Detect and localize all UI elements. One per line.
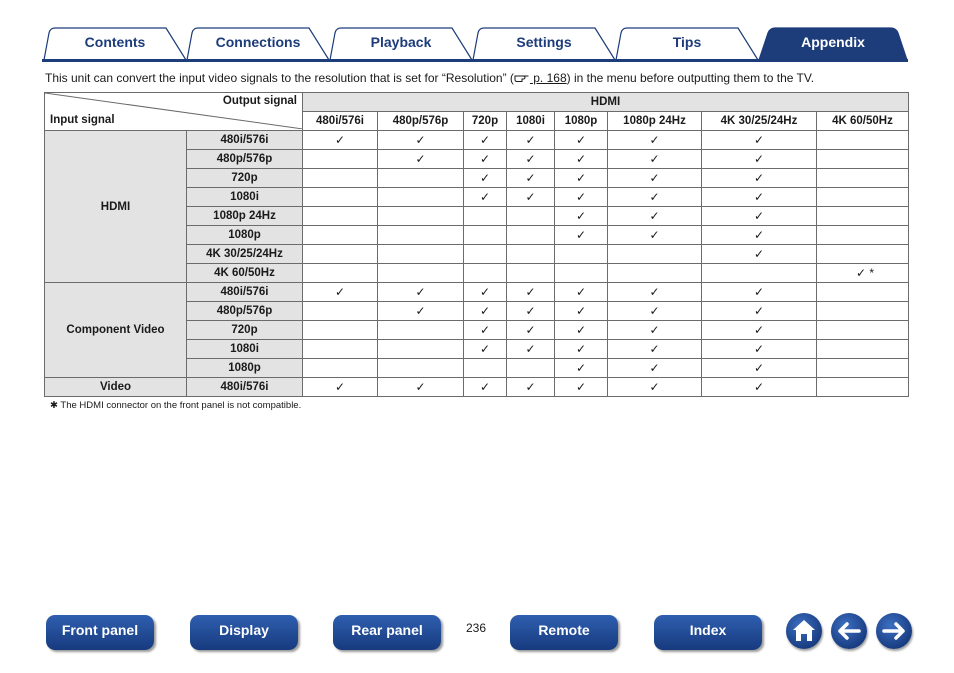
index-button[interactable]: Index	[654, 615, 762, 650]
tab-label: Playback	[370, 34, 432, 50]
input-resolution-label: 720p	[187, 169, 303, 188]
compatibility-cell: ✓	[555, 302, 608, 321]
output-column-header: 4K 30/25/24Hz	[702, 112, 817, 131]
compatibility-cell: ✓	[608, 131, 702, 150]
compatibility-cell	[378, 245, 464, 264]
compatibility-cell: ✓	[608, 150, 702, 169]
output-column-header: 480p/576p	[378, 112, 464, 131]
compatibility-cell	[817, 283, 909, 302]
compatibility-cell: ✓	[464, 188, 507, 207]
rear-panel-button[interactable]: Rear panel	[333, 615, 441, 650]
compatibility-cell: ✓	[464, 131, 507, 150]
compatibility-cell	[464, 359, 507, 378]
resolution-page-link[interactable]	[514, 71, 567, 85]
compatibility-cell	[817, 226, 909, 245]
tab-settings[interactable]	[473, 27, 615, 60]
output-column-header: 1080i	[507, 112, 555, 131]
compatibility-cell: ✓	[464, 150, 507, 169]
compatibility-cell	[817, 321, 909, 340]
resolution-page-ref: p. 168	[529, 71, 567, 85]
tab-underline	[42, 59, 908, 62]
compatibility-cell	[817, 131, 909, 150]
compatibility-cell: ✓	[608, 188, 702, 207]
compatibility-cell: ✓	[608, 207, 702, 226]
compatibility-cell	[378, 226, 464, 245]
pointing-hand-icon	[514, 72, 530, 83]
compatibility-cell: ✓	[555, 150, 608, 169]
input-resolution-label: 1080i	[187, 340, 303, 359]
tab-contents[interactable]	[44, 27, 186, 60]
tab-label: Connections	[215, 34, 301, 50]
input-resolution-label: 480i/576i	[187, 283, 303, 302]
compatibility-cell	[817, 169, 909, 188]
tab-playback[interactable]	[330, 27, 472, 60]
compatibility-cell	[303, 245, 378, 264]
table-row	[45, 131, 909, 150]
compatibility-cell: ✓	[555, 207, 608, 226]
compatibility-cell	[555, 264, 608, 283]
compatibility-cell	[608, 245, 702, 264]
compatibility-cell: ✓	[507, 321, 555, 340]
page-number: 236	[466, 621, 487, 635]
footnote: ✱ The HDMI connector on the front panel is not compatible.	[50, 400, 302, 411]
compatibility-cell: ✓	[702, 340, 817, 359]
compatibility-cell: ✓	[555, 283, 608, 302]
compatibility-cell: ✓	[702, 283, 817, 302]
output-column-header: 720p	[464, 112, 507, 131]
compatibility-cell	[817, 188, 909, 207]
compatibility-cell	[608, 264, 702, 283]
output-column-header: 1080p	[555, 112, 608, 131]
input-resolution-label: 1080i	[187, 188, 303, 207]
tab-label: Appendix	[801, 34, 865, 50]
input-group-label: Component Video	[45, 283, 187, 378]
intro-before: This unit can convert the input video signals to the resolution that is set for “Resolution” (	[45, 71, 514, 85]
input-signal-label: Input signal	[50, 114, 115, 126]
compatibility-cell	[378, 340, 464, 359]
input-resolution-label: 1080p	[187, 359, 303, 378]
compatibility-cell	[378, 264, 464, 283]
compatibility-cell: ✓	[702, 226, 817, 245]
compatibility-cell: ✓	[507, 378, 555, 397]
compatibility-cell: ✓ *	[817, 264, 909, 283]
compatibility-cell: ✓	[608, 340, 702, 359]
compatibility-cell: ✓	[608, 359, 702, 378]
compatibility-cell	[303, 207, 378, 226]
output-group-header: HDMI	[303, 93, 909, 112]
compatibility-cell	[464, 264, 507, 283]
display-button[interactable]: Display	[190, 615, 298, 650]
input-resolution-label: 480i/576i	[187, 131, 303, 150]
compatibility-cell: ✓	[555, 131, 608, 150]
output-column-header: 1080p 24Hz	[608, 112, 702, 131]
compatibility-cell: ✓	[303, 283, 378, 302]
compatibility-cell	[303, 188, 378, 207]
compatibility-cell	[817, 378, 909, 397]
compatibility-cell	[464, 245, 507, 264]
compatibility-cell: ✓	[702, 321, 817, 340]
compatibility-cell: ✓	[702, 131, 817, 150]
compatibility-cell	[464, 226, 507, 245]
compatibility-cell: ✓	[702, 169, 817, 188]
compatibility-cell: ✓	[378, 378, 464, 397]
compatibility-cell	[817, 207, 909, 226]
compatibility-cell: ✓	[702, 302, 817, 321]
compatibility-cell: ✓	[464, 302, 507, 321]
compatibility-cell	[378, 321, 464, 340]
compatibility-cell: ✓	[507, 340, 555, 359]
tab-label: Contents	[84, 34, 146, 50]
compatibility-cell: ✓	[608, 169, 702, 188]
intro-after: ) in the menu before outputting them to the TV.	[566, 71, 815, 85]
forward-button[interactable]	[876, 613, 912, 649]
home-button[interactable]	[786, 613, 822, 649]
tab-label: Settings	[516, 34, 572, 50]
home-icon	[786, 613, 822, 649]
video-conversion-table	[44, 92, 909, 397]
input-resolution-label: 1080p	[187, 226, 303, 245]
compatibility-cell: ✓	[608, 378, 702, 397]
back-button[interactable]	[831, 613, 867, 649]
compatibility-cell: ✓	[702, 207, 817, 226]
table-row	[45, 378, 909, 397]
output-column-header: 480i/576i	[303, 112, 378, 131]
compatibility-cell: ✓	[507, 283, 555, 302]
compatibility-cell: ✓	[555, 321, 608, 340]
compatibility-cell: ✓	[303, 378, 378, 397]
compatibility-cell	[303, 264, 378, 283]
tab-connections[interactable]	[187, 27, 329, 60]
compatibility-cell: ✓	[555, 378, 608, 397]
compatibility-cell: ✓	[702, 359, 817, 378]
compatibility-cell	[303, 169, 378, 188]
compatibility-cell	[378, 359, 464, 378]
remote-button[interactable]: Remote	[510, 615, 618, 650]
table-corner-header	[45, 93, 303, 131]
compatibility-cell	[303, 150, 378, 169]
compatibility-cell	[555, 245, 608, 264]
compatibility-cell: ✓	[464, 321, 507, 340]
compatibility-cell: ✓	[464, 378, 507, 397]
compatibility-cell: ✓	[702, 378, 817, 397]
compatibility-cell	[507, 359, 555, 378]
input-resolution-label: 4K 30/25/24Hz	[187, 245, 303, 264]
compatibility-cell	[303, 359, 378, 378]
compatibility-cell: ✓	[702, 245, 817, 264]
compatibility-cell	[507, 245, 555, 264]
input-resolution-label: 1080p 24Hz	[187, 207, 303, 226]
compatibility-cell: ✓	[464, 340, 507, 359]
compatibility-cell: ✓	[507, 150, 555, 169]
compatibility-cell: ✓	[507, 169, 555, 188]
forward-arrow-icon	[876, 613, 912, 649]
compatibility-cell: ✓	[303, 131, 378, 150]
compatibility-cell	[817, 302, 909, 321]
compatibility-cell: ✓	[608, 321, 702, 340]
compatibility-cell	[817, 150, 909, 169]
tab-tips[interactable]	[616, 27, 758, 60]
compatibility-cell: ✓	[507, 188, 555, 207]
tab-appendix[interactable]	[759, 27, 907, 60]
compatibility-cell	[378, 207, 464, 226]
compatibility-cell	[464, 207, 507, 226]
compatibility-cell: ✓	[464, 169, 507, 188]
compatibility-cell	[378, 188, 464, 207]
input-resolution-label: 480i/576i	[187, 378, 303, 397]
compatibility-cell: ✓	[555, 359, 608, 378]
compatibility-cell: ✓	[555, 340, 608, 359]
compatibility-cell: ✓	[378, 131, 464, 150]
compatibility-cell: ✓	[608, 302, 702, 321]
input-resolution-label: 720p	[187, 321, 303, 340]
input-resolution-label: 480p/576p	[187, 150, 303, 169]
compatibility-cell	[378, 169, 464, 188]
back-arrow-icon	[831, 613, 867, 649]
table-row	[45, 283, 909, 302]
compatibility-cell	[303, 226, 378, 245]
compatibility-cell: ✓	[555, 226, 608, 245]
compatibility-cell	[817, 359, 909, 378]
compatibility-cell	[817, 245, 909, 264]
compatibility-cell: ✓	[555, 188, 608, 207]
compatibility-cell	[507, 207, 555, 226]
compatibility-cell: ✓	[464, 283, 507, 302]
compatibility-cell: ✓	[702, 188, 817, 207]
output-column-header: 4K 60/50Hz	[817, 112, 909, 131]
input-resolution-label: 4K 60/50Hz	[187, 264, 303, 283]
front-panel-button[interactable]: Front panel	[46, 615, 154, 650]
tab-bar	[42, 27, 908, 61]
compatibility-cell: ✓	[507, 131, 555, 150]
compatibility-cell: ✓	[702, 150, 817, 169]
input-group-label: HDMI	[45, 131, 187, 283]
compatibility-cell: ✓	[608, 283, 702, 302]
compatibility-cell	[817, 340, 909, 359]
tab-label: Tips	[672, 34, 702, 50]
compatibility-cell: ✓	[608, 226, 702, 245]
intro-text	[45, 71, 814, 85]
compatibility-cell: ✓	[555, 169, 608, 188]
compatibility-cell: ✓	[378, 150, 464, 169]
compatibility-cell	[303, 321, 378, 340]
input-resolution-label: 480p/576p	[187, 302, 303, 321]
compatibility-cell	[303, 340, 378, 359]
compatibility-cell	[303, 302, 378, 321]
compatibility-cell	[507, 226, 555, 245]
output-signal-label: Output signal	[222, 95, 297, 107]
compatibility-cell: ✓	[378, 302, 464, 321]
compatibility-cell: ✓	[507, 302, 555, 321]
input-group-label: Video	[45, 378, 187, 397]
compatibility-cell	[507, 264, 555, 283]
compatibility-cell	[702, 264, 817, 283]
compatibility-cell: ✓	[378, 283, 464, 302]
